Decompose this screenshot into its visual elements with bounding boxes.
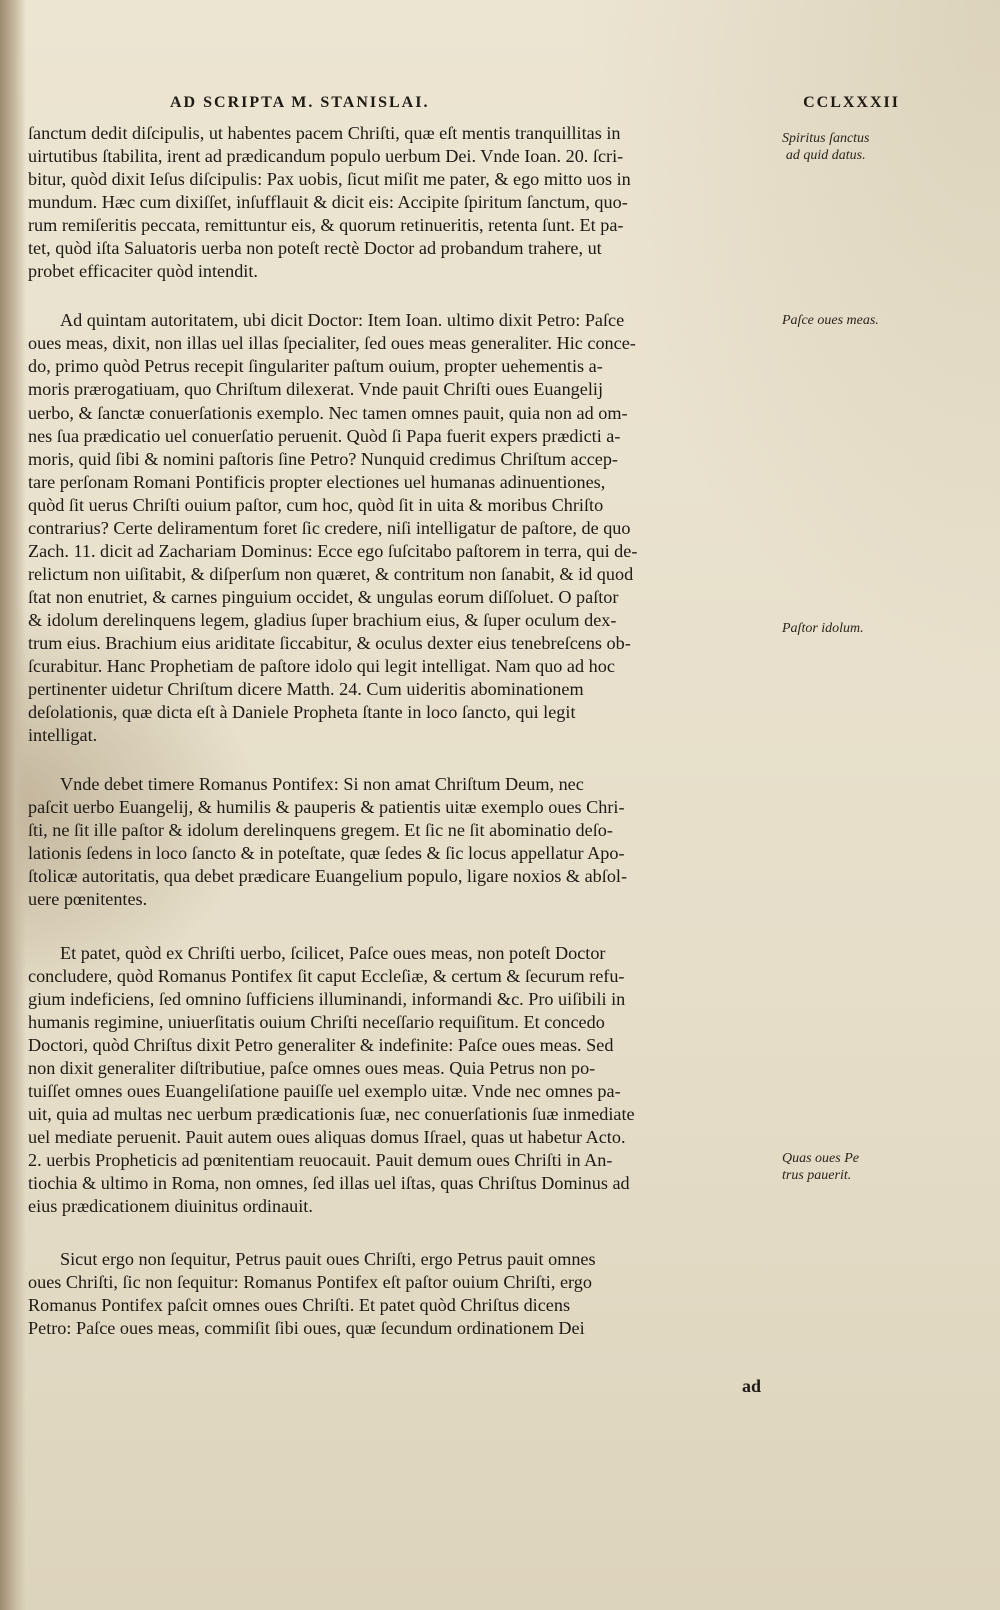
text-line: ſtolicæ autoritatis, qua debet prædicare Euangelium populo, ligare noxios & abſol- [28,866,628,887]
text-line: gium indeficiens, ſed omnino ſufficiens illuminandi, informandi &c. Pro uiſibili in [28,988,626,1009]
text-line: Zach. 11. dicit ad Zachariam Dominus: Ecce ego ſuſcitabo paſtorem in terra, qui de- [28,540,638,561]
text-line: Doctori, quòd Chriſtus dixit Petro generaliter & indefinite: Paſce oues meas. Sed [28,1034,614,1055]
text-line: deſolationis, quæ dicta eſt à Daniele Propheta ſtante in loco ſancto, qui legit [28,702,576,723]
text-line: mundum. Hæc cum dixiſſet, inſufflauit & dicit eis: Accipite ſpiritum ſanctum, quo- [28,192,628,213]
main-text-block [28,122,780,1340]
paragraph [28,122,780,283]
running-title: AD SCRIPTA M. STANISLAI. [170,94,430,111]
text-line: tuiſſet omnes oues Euangeliſatione pauiſſe uel exemplo uitæ. Vnde nec omnes pa- [28,1080,621,1101]
text-line: bitur, quòd dixit Ieſus diſcipulis: Pax uobis, ſicut miſit me pater, & ego mitto uos in [28,169,631,190]
paragraph [28,1248,780,1340]
marginal-note-quas [782,1150,859,1184]
page-header [170,90,900,116]
text-line: trum eius. Brachium eius ariditate ſiccabitur, & oculus dexter eius tenebreſcens ob- [28,632,631,653]
text-line: contrarius? Certe deliramentum foret ſic credere, niſi intelligatur de paſtore, de quo [28,517,631,538]
marginal-note-line: Quas oues Pe [782,1151,859,1166]
marginal-note-line: ad quid datus. [785,148,866,163]
marginal-note-line: trus pauerit. [782,1168,852,1183]
text-line: 2. uerbis Propheticis ad pœnitentiam reuocauit. Pauit demum oues Chriſti in An- [28,1149,613,1170]
text-line: paſcit uerbo Euangelij, & humilis & pauperis & patientis uitæ exemplo oues Chri- [28,797,625,818]
marginal-note-pastor [782,620,864,637]
marginal-note-line: Spiritus ſanctus [782,131,870,146]
text-line: Sicut ergo non ſequitur, Petrus pauit oues Chriſti, ergo Petrus pauit omnes [60,1249,596,1270]
text-line: Et patet, quòd ex Chriſti uerbo, ſcilicet, Paſce oues meas, non poteſt Doctor [60,942,606,963]
paragraph [28,309,780,747]
text-line: tet, quòd iſta Saluatoris uerba non poteſt rectè Doctor ad probandum trahere, ut [28,238,602,259]
text-line: lationis ſedens in loco ſancto & in poteſtate, quæ ſedes & ſic locus appellatur Apo- [28,843,625,864]
binding-gutter [0,0,26,1610]
text-line: uel mediate peruenit. Pauit autem oues aliquas domus Iſrael, quas ut habetur Acto. [28,1126,626,1147]
text-line: Petro: Paſce oues meas, commiſit ſibi oues, quæ ſecundum ordinationem Dei [28,1318,585,1339]
marginal-note-pasce [782,312,879,329]
text-line: ſti, ne ſit ille paſtor & idolum derelinquens gregem. Et ſic ne ſit abominatio deſo- [28,820,613,841]
text-line: humanis regimine, uniuerſitatis ouium Chriſti neceſſario requiſitum. Et concedo [28,1011,605,1032]
text-line: uit, quia ad multas nec uerbum prædicationis ſuæ, nec conuerſationis ſuæ inmediate [28,1103,635,1124]
text-line: ſanctum dedit diſcipulis, ut habentes pacem Chriſti, quæ eſt mentis tranquillitas in [28,123,621,143]
marginal-note-line: Paſtor idolum. [782,621,864,636]
text-line: quòd ſit uerus Chriſti ouium paſtor, cum hoc, quòd ſit in uita & moribus Chriſto [28,494,604,515]
text-line: concludere, quòd Romanus Pontifex ſit caput Eccleſiæ, & certum & ſecurum refu- [28,965,625,986]
marginal-note-line: Paſce oues meas. [782,313,879,328]
folio-number: CCLXXXII [803,94,900,111]
text-line: ſtat non enutriet, & carnes pinguium occidet, & ungulas eorum diſſoluet. O paſtor [28,586,619,607]
text-line: uere pœnitentes. [28,889,148,910]
text-line: eius prædicationem diuinitus ordinauit. [28,1196,313,1217]
text-line: non dixit generaliter diſtributiue, paſce omnes oues meas. Quia Petrus non po- [28,1057,596,1078]
text-line: Vnde debet timere Romanus Pontifex: Si non amat Chriſtum Deum, nec [60,774,584,795]
text-line: moris prærogatiuam, quo Chriſtum dilexerat. Vnde pauit Chriſti oues Euangelij [28,379,604,400]
text-line: oues meas, dixit, non illas uel illas ſpecialiter, ſed oues meas generaliter. Hic conce- [28,333,636,354]
text-line: pertinenter uidetur Chriſtum dicere Matth. 24. Cum uideritis abominationem [28,679,584,700]
paragraph [28,773,780,911]
text-line: & idolum derelinquens legem, gladius ſuper brachium eius, & ſuper oculum dex- [28,609,617,630]
text-line: uerbo, & ſanctæ conuerſationis exemplo. Nec tamen omnes pauit, quia non ad om- [28,402,628,423]
text-line: oues Chriſti, ſic non ſequitur: Romanus Pontifex eſt paſtor ouium Chriſti, ergo [28,1272,592,1293]
text-line: uirtutibus ſtabilita, irent ad prædicandum populo uerbum Dei. Vnde Ioan. 20. ſcri- [28,146,624,167]
marginal-note-spiritus [782,130,870,164]
text-line: tare perſonam Romani Pontificis propter electiones uel humanas adinuentiones, [28,471,606,492]
text-line: moris, quid ſibi & nomini paſtoris ſine Petro? Nunquid credimus Chriſtum accep- [28,448,618,469]
text-line: Ad quintam autoritatem, ubi dicit Doctor: Item Ioan. ultimo dixit Petro: Paſce [60,310,625,331]
text-line: intelligat. [28,725,98,746]
text-line: relictum non uiſitabit, & diſperſum non quæret, & contritum non ſanabit, & id quod [28,563,634,584]
text-line: do, primo quòd Petrus recepit ſingulariter paſtum ouium, propter uehementis a- [28,356,603,377]
text-line: nes ſua prædicatio uel conuerſatio peruenit. Quòd ſi Papa fuerit expers prædicti a- [28,425,621,446]
text-line: ſcurabitur. Hanc Prophetiam de paſtore idolo qui legit intelligat. Nam quo ad hoc [28,656,615,677]
text-line: Romanus Pontifex paſcit omnes oues Chriſti. Et patet quòd Chriſtus dicens [28,1295,571,1316]
text-line: probet efficaciter quòd intendit. [28,261,258,282]
paragraph [28,942,780,1219]
catchword: ad [742,1376,762,1396]
text-line: tiochia & ultimo in Roma, non omnes, ſed illas uel iſtas, quas Chriſtus Dominus ad [28,1172,630,1193]
text-line: rum remiſeritis peccata, remittuntur eis, & quorum retinueritis, retenta ſunt. Et pa- [28,215,624,236]
